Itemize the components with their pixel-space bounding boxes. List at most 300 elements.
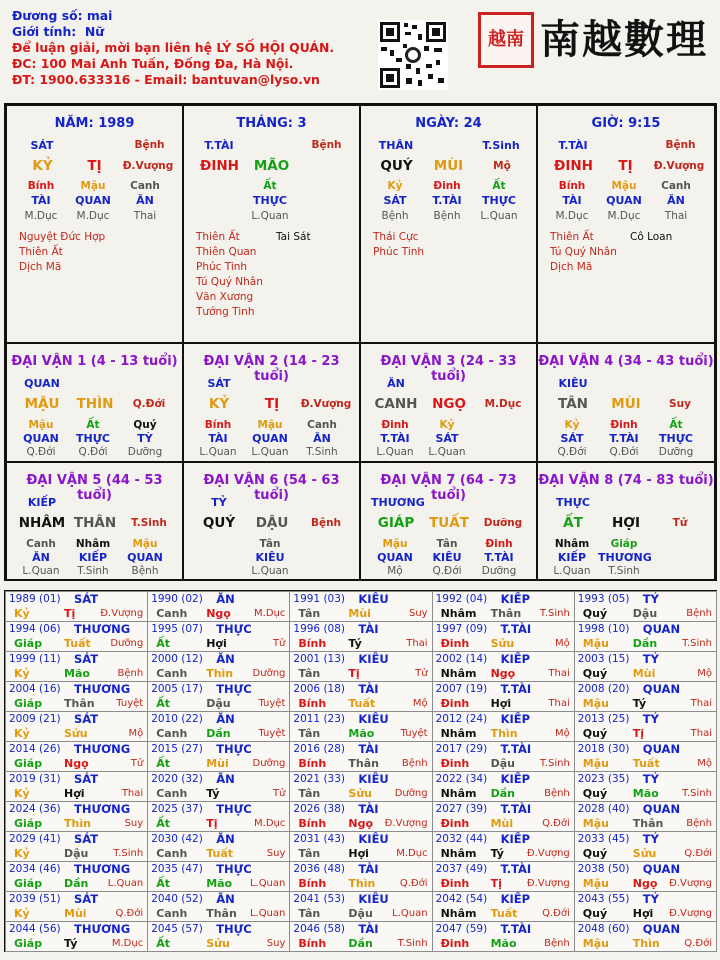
year-label: 2032 (44) bbox=[435, 833, 488, 845]
year-stage: Bệnh bbox=[686, 818, 712, 829]
year-god: T.TÀI bbox=[500, 742, 532, 756]
hidden-stem: Mậu bbox=[257, 419, 283, 431]
year-god: KIÊU bbox=[358, 712, 389, 726]
pillar-title: NĂM: 1989 bbox=[54, 116, 135, 131]
year-god: KIÊU bbox=[358, 772, 389, 786]
hidden-state: L.Quan bbox=[428, 446, 466, 458]
year-chi: Dần bbox=[490, 787, 515, 800]
dai-van-cell bbox=[360, 462, 537, 581]
year-can: Ất bbox=[156, 937, 170, 950]
owner-info bbox=[12, 8, 382, 88]
star-item: Tú Quý Nhân bbox=[196, 276, 263, 288]
hidden-god: TÀI bbox=[208, 432, 228, 445]
hidden-stem: Tân bbox=[259, 538, 281, 550]
dai-van-cell bbox=[537, 343, 715, 462]
star-item: Thiên Ất bbox=[550, 231, 594, 243]
year-cell bbox=[574, 681, 717, 712]
year-stage: Bệnh bbox=[401, 758, 428, 769]
year-god: TÀI bbox=[358, 862, 379, 876]
year-stage: Mộ bbox=[412, 698, 428, 709]
year-cell bbox=[147, 591, 290, 622]
year-god: T.TÀI bbox=[500, 922, 532, 936]
year-chi: Mùi bbox=[632, 667, 656, 680]
hidden-god: ĂN bbox=[313, 432, 331, 445]
hidden-stem: Đinh bbox=[610, 419, 638, 431]
year-god: THỰC bbox=[216, 742, 252, 756]
year-can: Canh bbox=[156, 907, 188, 920]
year-stage: Thai bbox=[406, 638, 428, 649]
hidden-state: Dưỡng bbox=[127, 446, 163, 458]
year-stage: Bệnh bbox=[117, 668, 144, 679]
brand-title: 南越數理 bbox=[540, 16, 708, 63]
year-label: 2043 (55) bbox=[577, 893, 630, 905]
owner-gender bbox=[12, 24, 382, 40]
star-item: Thiên Quan bbox=[196, 246, 257, 258]
year-chi: Sửu bbox=[64, 727, 88, 740]
year-cell bbox=[432, 861, 575, 892]
year-can: Kỷ bbox=[14, 847, 30, 860]
pillar-can-god: THÂN bbox=[378, 139, 414, 152]
hidden-stem: Đinh bbox=[381, 419, 409, 431]
year-chi: Tý bbox=[348, 637, 362, 650]
pillar-title: GIỜ: 9:15 bbox=[591, 116, 661, 131]
year-god: T.TÀI bbox=[500, 862, 532, 876]
year-stage: M.Dục bbox=[111, 938, 144, 949]
year-label: 2039 (51) bbox=[9, 893, 61, 905]
dai-van-can: GIÁP bbox=[377, 515, 415, 531]
year-cell bbox=[5, 591, 148, 622]
year-chi: Tý bbox=[206, 787, 220, 800]
hidden-state: Dưỡng bbox=[481, 565, 517, 577]
year-chi: Mão bbox=[490, 937, 517, 950]
year-god: THƯƠNG bbox=[74, 622, 131, 636]
hidden-stem: Kỷ bbox=[387, 180, 403, 192]
hidden-god: T.TÀI bbox=[380, 432, 410, 445]
year-chi: Mão bbox=[632, 787, 659, 800]
year-can: Tân bbox=[298, 907, 321, 920]
star-item: Dịch Mã bbox=[550, 261, 593, 273]
year-cell bbox=[5, 891, 148, 922]
year-cell bbox=[574, 771, 717, 802]
year-can: Giáp bbox=[14, 937, 43, 950]
hidden-state: Q.Đới bbox=[432, 565, 462, 577]
year-chi: Ngọ bbox=[632, 877, 658, 890]
dai-van-chi: THÌN bbox=[76, 396, 114, 412]
hidden-god: T.TÀI bbox=[484, 551, 514, 564]
year-god: KIẾP bbox=[500, 712, 531, 726]
year-cell bbox=[289, 771, 432, 802]
year-cell bbox=[574, 711, 717, 742]
year-chi: Hợi bbox=[348, 847, 369, 860]
year-stage: Tuyệt bbox=[258, 728, 286, 739]
hidden-state: Thai bbox=[133, 210, 157, 222]
pillar-cell bbox=[183, 105, 360, 343]
year-stage: Đ.Vượng bbox=[384, 818, 428, 829]
year-stage: M.Dục bbox=[396, 848, 428, 859]
year-chi: Sửu bbox=[348, 787, 372, 800]
year-can: Kỷ bbox=[14, 667, 30, 680]
pillar-can-god: T.TÀI bbox=[558, 139, 588, 152]
dai-van-cell bbox=[183, 462, 360, 581]
dai-van-chi: THÂN bbox=[73, 515, 117, 531]
dai-van-title: ĐẠI VẬN 4 (34 - 43 tuổi) bbox=[538, 354, 714, 369]
hidden-state: M.Dục bbox=[607, 210, 641, 222]
year-chi: Sửu bbox=[632, 847, 657, 860]
year-stage: Thai bbox=[690, 698, 712, 709]
dai-van-god: TỶ bbox=[211, 496, 227, 509]
year-label: 2030 (42) bbox=[151, 833, 203, 845]
dai-van-god: ĂN bbox=[387, 377, 405, 390]
year-cell bbox=[289, 681, 432, 712]
hidden-stem: Canh bbox=[130, 180, 160, 192]
star-item: Cô Loan bbox=[630, 231, 673, 243]
year-god: TỶ bbox=[642, 652, 659, 666]
hidden-stem: Quý bbox=[133, 419, 157, 431]
year-stage: L.Quan bbox=[249, 908, 286, 919]
year-chi: Dậu bbox=[64, 847, 89, 860]
dai-van-god: SÁT bbox=[207, 377, 231, 390]
year-chi: Dậu bbox=[632, 607, 658, 620]
hidden-god: QUAN bbox=[75, 194, 111, 207]
year-stage: Q.Đới bbox=[684, 848, 712, 859]
year-god: THƯƠNG bbox=[74, 802, 131, 816]
year-label: 2007 (19) bbox=[435, 683, 488, 695]
year-god: THỰC bbox=[216, 802, 252, 816]
year-god: ĂN bbox=[216, 832, 235, 846]
star-item: Tai Sát bbox=[276, 231, 311, 243]
year-cell bbox=[432, 591, 575, 622]
year-can: Giáp bbox=[14, 757, 43, 770]
year-can: Giáp bbox=[14, 877, 43, 890]
year-can: Kỷ bbox=[14, 607, 30, 620]
star-item: Nguyệt Đức Hợp bbox=[19, 231, 106, 243]
hidden-stem: Mậu bbox=[132, 538, 158, 550]
year-label: 1996 (08) bbox=[293, 623, 346, 635]
year-label: 2012 (24) bbox=[435, 713, 488, 725]
year-stage: Tuyệt bbox=[400, 728, 428, 739]
year-cell bbox=[5, 651, 148, 682]
year-chi: Dậu bbox=[206, 697, 231, 710]
phone-email-line: ĐT: 1900.633316 - Email: bantuvan@lyso.vn bbox=[12, 72, 320, 87]
year-can: Mậu bbox=[582, 757, 609, 770]
year-label: 2037 (49) bbox=[435, 863, 488, 875]
year-chi: Mùi bbox=[490, 817, 514, 830]
year-god: SÁT bbox=[74, 832, 99, 846]
star-item: Tú Quý Nhân bbox=[550, 246, 617, 258]
year-can: Quý bbox=[582, 907, 608, 920]
pillar-chi-god: T.Sinh bbox=[482, 139, 520, 152]
year-cell bbox=[147, 711, 290, 742]
dai-van-cell bbox=[6, 462, 183, 581]
dai-van-stage: Dưỡng bbox=[483, 517, 523, 529]
year-label: 2044 (56) bbox=[9, 923, 61, 935]
year-stage: T.Sinh bbox=[397, 938, 428, 949]
year-cell bbox=[5, 921, 148, 952]
hidden-stem: Bính bbox=[27, 180, 55, 192]
year-stage: Đ.Vượng bbox=[669, 908, 712, 919]
year-chi: Ngọ bbox=[206, 607, 231, 620]
hidden-state: Bệnh bbox=[381, 210, 409, 222]
dai-van-god: KIẾP bbox=[27, 496, 57, 509]
hidden-state: T.Sinh bbox=[306, 446, 338, 458]
year-label: 2017 (29) bbox=[435, 743, 488, 755]
year-chi: Tuất bbox=[632, 757, 660, 770]
year-stage: Mộ bbox=[697, 668, 712, 679]
star-item: Thiên Ất bbox=[196, 231, 240, 243]
year-label: 2024 (36) bbox=[9, 803, 61, 815]
year-can: Tân bbox=[298, 607, 321, 620]
hidden-state: L.Quan bbox=[553, 565, 591, 577]
year-label: 1991 (03) bbox=[293, 593, 346, 605]
hidden-god: ĂN bbox=[136, 194, 154, 207]
dai-van-title: ĐẠI VẬN 7 (64 - 73 tuổi) bbox=[380, 473, 517, 503]
year-label: 2002 (14) bbox=[435, 653, 488, 665]
year-god: KIÊU bbox=[358, 592, 389, 606]
year-god: TÀI bbox=[358, 682, 379, 696]
pillar-chi: MÙI bbox=[433, 158, 464, 174]
year-chi: Dần bbox=[348, 937, 373, 950]
year-label: 2027 (39) bbox=[435, 803, 488, 815]
hidden-stem: Kỷ bbox=[564, 419, 580, 431]
dai-van-title: ĐẠI VẬN 1 (4 - 13 tuổi) bbox=[11, 354, 178, 369]
year-can: Mậu bbox=[582, 937, 609, 950]
year-chi: Ngọ bbox=[490, 667, 516, 680]
year-stage: Tử bbox=[415, 668, 428, 679]
year-label: 2023 (35) bbox=[577, 773, 630, 785]
bazi-chart bbox=[4, 103, 717, 581]
year-can: Mậu bbox=[582, 637, 609, 650]
year-chi: Hợi bbox=[490, 697, 512, 710]
year-can: Mậu bbox=[582, 697, 609, 710]
year-god: THƯƠNG bbox=[74, 922, 131, 936]
hidden-state: L.Quan bbox=[199, 446, 237, 458]
pillar-chi: MÃO bbox=[253, 158, 290, 174]
address-line: ĐC: 100 Mai Anh Tuấn, Đống Đa, Hà Nội. bbox=[12, 56, 294, 71]
dai-van-chi: TUẤT bbox=[429, 515, 469, 531]
year-cell bbox=[5, 831, 148, 862]
year-stage: Tử bbox=[272, 788, 286, 799]
dai-van-can: TÂN bbox=[558, 396, 588, 412]
year-cell bbox=[5, 621, 148, 652]
hidden-stem: Mậu bbox=[80, 180, 106, 192]
year-chi: Ngọ bbox=[348, 817, 374, 830]
hidden-state: Thai bbox=[664, 210, 688, 222]
year-stage: Suy bbox=[408, 608, 428, 619]
year-label: 1994 (06) bbox=[9, 623, 61, 635]
star-item: Dịch Mã bbox=[19, 261, 62, 273]
year-god: ĂN bbox=[216, 652, 235, 666]
hidden-god: KIẾP bbox=[78, 551, 108, 564]
dai-van-can: ẤT bbox=[563, 515, 583, 531]
year-stage: Thai bbox=[548, 668, 570, 679]
hidden-state: M.Dục bbox=[24, 210, 58, 222]
year-stage: Mộ bbox=[555, 728, 570, 739]
year-label: 2008 (20) bbox=[577, 683, 630, 695]
year-chi: Tuất bbox=[490, 907, 518, 920]
year-chi: Tuất bbox=[206, 847, 233, 860]
gender-label: Giới tính: bbox=[12, 24, 77, 39]
year-cell bbox=[147, 651, 290, 682]
hidden-stem: Mậu bbox=[382, 538, 408, 550]
year-label: 2010 (22) bbox=[151, 713, 203, 725]
dai-van-god: QUAN bbox=[24, 377, 60, 390]
year-chi: Sửu bbox=[490, 637, 515, 650]
hidden-state: Bệnh bbox=[433, 210, 461, 222]
pillar-stage: Mộ bbox=[493, 160, 511, 172]
star-item: Văn Xương bbox=[196, 291, 254, 303]
year-stage: Đ.Vượng bbox=[669, 878, 712, 889]
hidden-stem: Tân bbox=[436, 538, 458, 550]
owner-name: Đương số: mai bbox=[12, 8, 113, 23]
year-chi: Mùi bbox=[206, 757, 229, 770]
hidden-state: L.Quan bbox=[251, 565, 289, 577]
year-stage: Mộ bbox=[697, 758, 712, 769]
year-label: 2026 (38) bbox=[293, 803, 346, 815]
hidden-stem: Giáp bbox=[610, 538, 638, 550]
star-item: Thiên Ất bbox=[19, 246, 63, 258]
year-can: Nhâm bbox=[440, 847, 477, 860]
year-cell bbox=[147, 681, 290, 712]
dai-van-chi: NGỌ bbox=[432, 396, 466, 412]
year-cell bbox=[432, 681, 575, 712]
year-can: Nhâm bbox=[440, 607, 477, 620]
pillar-stage: Đ.Vượng bbox=[653, 160, 705, 172]
year-chi: Thìn bbox=[206, 667, 234, 680]
year-god: TỶ bbox=[642, 892, 659, 906]
dai-van-chi: HỢI bbox=[611, 515, 641, 531]
year-stage: Đ.Vượng bbox=[100, 608, 144, 619]
year-stage: T.Sinh bbox=[539, 758, 570, 769]
year-stage: T.Sinh bbox=[682, 788, 712, 799]
year-god: KIÊU bbox=[358, 652, 389, 666]
dai-van-cell bbox=[6, 343, 183, 462]
year-label: 1995 (07) bbox=[151, 623, 203, 635]
year-can: Canh bbox=[156, 667, 188, 680]
year-stage: Bệnh bbox=[544, 938, 570, 949]
year-can: Bính bbox=[298, 637, 327, 650]
hidden-state: L.Quan bbox=[376, 446, 414, 458]
year-label: 2011 (23) bbox=[293, 713, 346, 725]
year-label: 2014 (26) bbox=[9, 743, 61, 755]
year-stage: L.Quan bbox=[107, 878, 144, 889]
hidden-stem: Bính bbox=[204, 419, 232, 431]
year-can: Tân bbox=[298, 847, 321, 860]
pillar-title: NGÀY: 24 bbox=[415, 116, 482, 131]
year-cell bbox=[5, 711, 148, 742]
year-cell bbox=[574, 921, 717, 952]
year-chi: Dần bbox=[64, 877, 89, 890]
hidden-god: QUAN bbox=[127, 551, 163, 564]
year-stage: Tử bbox=[130, 758, 144, 769]
dai-van-can: QUÝ bbox=[202, 515, 236, 531]
hidden-god: THỰC bbox=[76, 432, 110, 445]
year-stage: Dưỡng bbox=[110, 638, 144, 649]
year-can: Canh bbox=[156, 607, 188, 620]
year-label: 1990 (02) bbox=[151, 593, 203, 605]
hidden-god: SÁT bbox=[383, 194, 407, 207]
pillar-can: QUÝ bbox=[380, 158, 413, 174]
year-label: 1999 (11) bbox=[9, 653, 61, 665]
year-label: 2033 (45) bbox=[577, 833, 630, 845]
year-stage: L.Quan bbox=[392, 908, 428, 919]
year-label: 1998 (10) bbox=[577, 623, 630, 635]
hidden-god: ĂN bbox=[667, 194, 685, 207]
year-god: ĂN bbox=[216, 712, 235, 726]
hidden-god: QUAN bbox=[23, 432, 59, 445]
year-label: 2013 (25) bbox=[577, 713, 630, 725]
dai-van-can: CANH bbox=[374, 396, 418, 412]
year-cell bbox=[5, 861, 148, 892]
hidden-god: TÀI bbox=[31, 194, 51, 207]
hidden-god: THỰC bbox=[659, 432, 693, 445]
year-stage: Thai bbox=[121, 788, 144, 799]
year-stage: M.Dục bbox=[254, 608, 286, 619]
year-cell bbox=[574, 801, 717, 832]
year-chi: Thìn bbox=[632, 937, 660, 950]
year-chi: Thân bbox=[348, 757, 379, 770]
year-cell bbox=[147, 741, 290, 772]
year-label: 2005 (17) bbox=[151, 683, 203, 695]
hidden-god: QUAN bbox=[606, 194, 642, 207]
year-cell bbox=[574, 891, 717, 922]
hidden-state: Dưỡng bbox=[658, 446, 694, 458]
year-god: TỶ bbox=[642, 832, 659, 846]
hidden-state: Q.Đới bbox=[609, 446, 639, 458]
year-cell bbox=[147, 861, 290, 892]
year-chi: Tuất bbox=[64, 637, 91, 650]
year-can: Quý bbox=[582, 787, 608, 800]
year-god: TÀI bbox=[358, 622, 379, 636]
dai-van-title: ĐẠI VẬN 5 (44 - 53 tuổi) bbox=[26, 473, 163, 503]
year-can: Đinh bbox=[440, 937, 470, 950]
year-stage: Đ.Vượng bbox=[526, 878, 570, 889]
year-chi: Tý bbox=[64, 937, 78, 950]
year-label: 2018 (30) bbox=[577, 743, 630, 755]
year-god: KIẾP bbox=[500, 652, 531, 666]
year-can: Nhâm bbox=[440, 907, 477, 920]
year-god: QUAN bbox=[642, 682, 681, 696]
year-label: 2045 (57) bbox=[151, 923, 203, 935]
hidden-god: T.TÀI bbox=[609, 432, 639, 445]
year-label: 2040 (52) bbox=[151, 893, 203, 905]
year-cell bbox=[5, 771, 148, 802]
year-label: 2003 (15) bbox=[577, 653, 630, 665]
pillar-can: ĐINH bbox=[200, 158, 239, 174]
dai-van-title: ĐẠI VẬN 6 (54 - 63 tuổi) bbox=[203, 473, 340, 503]
year-cell bbox=[147, 801, 290, 832]
year-cell bbox=[574, 741, 717, 772]
year-god: THỰC bbox=[216, 622, 252, 636]
year-stage: Mộ bbox=[128, 728, 144, 739]
hidden-state: L.Quan bbox=[251, 210, 289, 222]
year-can: Canh bbox=[156, 847, 188, 860]
year-can: Bính bbox=[298, 817, 327, 830]
year-stage: Thai bbox=[548, 698, 570, 709]
year-can: Đinh bbox=[440, 877, 470, 890]
year-cell bbox=[432, 831, 575, 862]
hidden-god: SÁT bbox=[560, 432, 584, 445]
year-label: 2041 (53) bbox=[293, 893, 346, 905]
year-label: 2028 (40) bbox=[577, 803, 630, 815]
year-cell bbox=[5, 741, 148, 772]
year-cell bbox=[432, 711, 575, 742]
year-cell bbox=[432, 921, 575, 952]
year-label: 2009 (21) bbox=[9, 713, 61, 725]
qr-code-icon bbox=[378, 20, 448, 90]
year-label: 1993 (05) bbox=[577, 593, 630, 605]
hidden-stem: Ất bbox=[492, 180, 506, 192]
hidden-god: QUAN bbox=[377, 551, 413, 564]
